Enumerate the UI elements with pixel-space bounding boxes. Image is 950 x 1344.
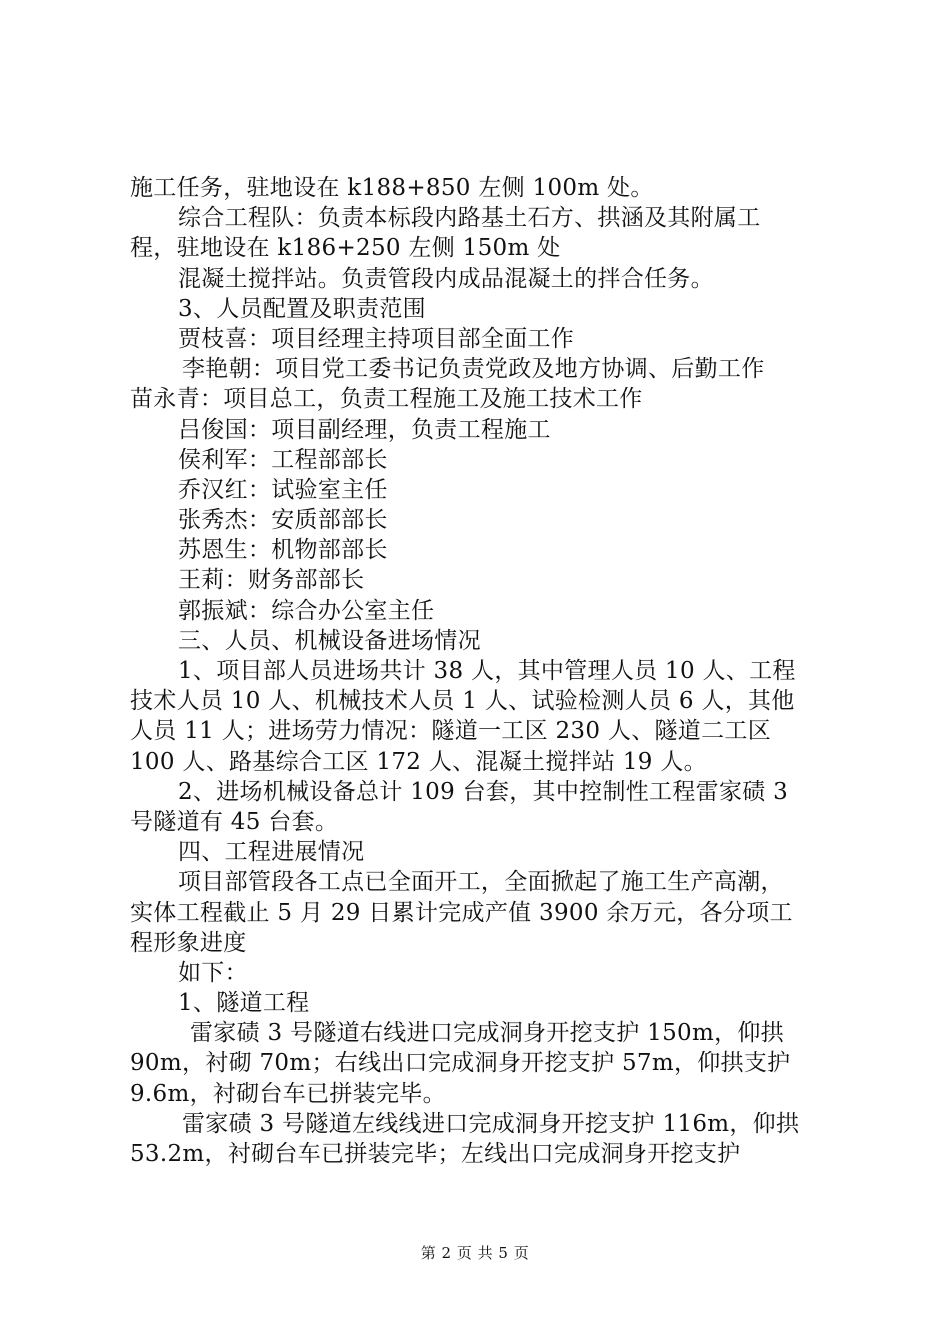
- text-line: 技术人员 10 人、机械技术人员 1 人、试验检测人员 6 人，其他: [130, 688, 795, 715]
- text-line: 雷家碛 3 号隧道右线进口完成洞身开挖支护 150m，仰拱: [190, 1020, 784, 1047]
- text-line: 3、人员配置及职责范围: [178, 295, 426, 322]
- text-line: 苏恩生：机物部部长: [178, 537, 388, 564]
- text-line: 综合工程队：负责本标段内路基土石方、拱涵及其附属工: [178, 205, 761, 232]
- text-line: 侯利军：工程部部长: [178, 446, 388, 473]
- text-line: 雷家碛 3 号隧道左线线进口完成洞身开挖支护 116m，仰拱: [182, 1110, 800, 1137]
- text-line: 号隧道有 45 台套。: [130, 808, 339, 835]
- text-line: 100 人、路基综合工区 172 人、混凝土搅拌站 19 人。: [130, 748, 707, 775]
- text-line: 王莉：财务部部长: [178, 567, 365, 594]
- text-line: 李艳朝：项目党工委书记负责党政及地方协调、后勤工作: [182, 356, 765, 383]
- text-line: 1、隧道工程: [178, 990, 310, 1017]
- text-line: 贾枝喜：项目经理主持项目部全面工作: [178, 325, 575, 352]
- text-line: 项目部管段各工点已全面开工，全面掀起了施工生产高潮，: [178, 869, 784, 896]
- document-body: [130, 173, 830, 1169]
- text-line: 程，驻地设在 k186+250 左侧 150m 处: [130, 235, 561, 262]
- text-line: 2、进场机械设备总计 109 台套，其中控制性工程雷家碛 3: [178, 778, 789, 805]
- text-line: 如下：: [178, 959, 248, 986]
- text-line: 乔汉红：试验室主任: [178, 476, 388, 503]
- text-line: 三、人员、机械设备进场情况: [178, 627, 481, 654]
- page-footer: 第 2 页 共 5 页: [420, 1244, 530, 1262]
- text-line: 苗永青：项目总工，负责工程施工及施工技术工作: [130, 386, 643, 413]
- text-line: 9.6m，衬砌台车已拼装完毕。: [130, 1080, 446, 1107]
- text-line: 四、工程进展情况: [178, 839, 365, 866]
- text-line: 程形象进度: [130, 929, 247, 956]
- text-line: 张秀杰：安质部部长: [178, 507, 388, 534]
- text-line: 人员 11 人；进场劳力情况：隧道一工区 230 人、隧道二工区: [130, 718, 772, 745]
- text-line: 郭振斌：综合办公室主任: [178, 597, 435, 624]
- text-line: 53.2m，衬砌台车已拼装完毕；左线出口完成洞身开挖支护: [130, 1141, 741, 1167]
- text-line: 施工任务，驻地设在 k188+850 左侧 100m 处。: [130, 175, 654, 201]
- text-line: 吕俊国：项目副经理，负责工程施工: [178, 416, 551, 443]
- text-line: 90m，衬砌 70m；右线出口完成洞身开挖支护 57m，仰拱支护: [130, 1050, 791, 1077]
- text-line: 实体工程截止 5 月 29 日累计完成产值 3900 余万元，各分项工: [130, 899, 793, 926]
- text-line: 混凝土搅拌站。负责管段内成品混凝土的拌合任务。: [178, 265, 714, 292]
- text-line: 1、项目部人员进场共计 38 人，其中管理人员 10 人、工程: [178, 658, 796, 684]
